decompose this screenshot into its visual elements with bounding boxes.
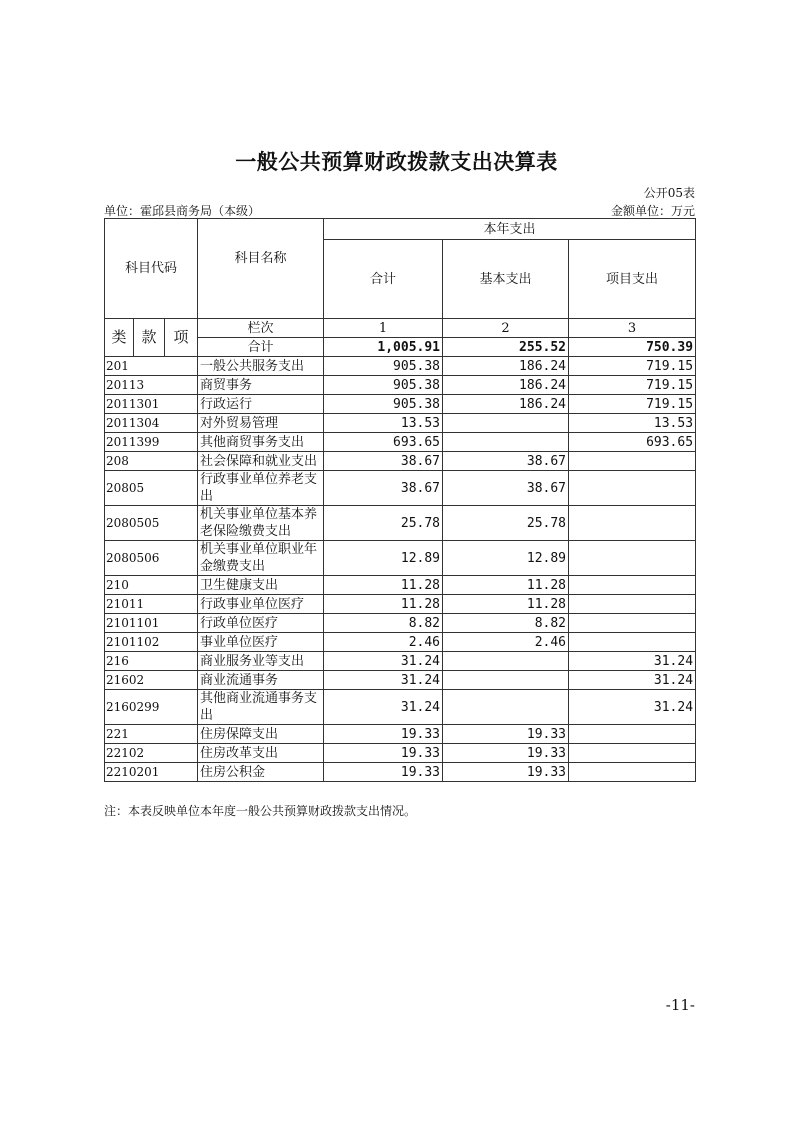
row-basic: 2.46 — [443, 633, 569, 652]
row-code: 201 — [105, 357, 198, 376]
table-row — [105, 725, 696, 744]
row-total: 11.28 — [324, 576, 443, 595]
row-code: 21011 — [105, 595, 198, 614]
row-total: 12.89 — [324, 541, 443, 576]
sum-project: 750.39 — [569, 338, 696, 357]
row-project: 31.24 — [569, 652, 696, 671]
row-project — [569, 744, 696, 763]
row-basic: 19.33 — [443, 725, 569, 744]
row-project: 719.15 — [569, 357, 696, 376]
row-code: 2011399 — [105, 433, 198, 452]
row-code: 2101102 — [105, 633, 198, 652]
row-code: 2101101 — [105, 614, 198, 633]
row-total: 31.24 — [324, 671, 443, 690]
table-row — [105, 633, 696, 652]
row-total: 11.28 — [324, 595, 443, 614]
header-current-year: 本年支出 — [324, 219, 696, 240]
row-basic: 25.78 — [443, 506, 569, 541]
col-index-1: 1 — [324, 319, 443, 338]
row-code: 2011301 — [105, 395, 198, 414]
row-project: 719.15 — [569, 395, 696, 414]
table-row — [105, 576, 696, 595]
header-code: 科目代码 — [105, 219, 198, 319]
row-code: 208 — [105, 452, 198, 471]
row-name: 机关事业单位职业年金缴费支出 — [198, 541, 324, 576]
row-basic: 38.67 — [443, 471, 569, 506]
table-row — [105, 414, 696, 433]
sum-label: 合计 — [198, 338, 324, 357]
row-total: 38.67 — [324, 471, 443, 506]
row-name: 商业服务业等支出 — [198, 652, 324, 671]
table-row — [105, 652, 696, 671]
row-name: 机关事业单位基本养老保险缴费支出 — [198, 506, 324, 541]
row-project — [569, 452, 696, 471]
row-name: 行政事业单位养老支出 — [198, 471, 324, 506]
header-lanci: 栏次 — [198, 319, 324, 338]
table-note: 注：本表反映单位本年度一般公共预算财政拨款支出情况。 — [104, 804, 417, 818]
row-basic: 11.28 — [443, 576, 569, 595]
row-code: 216 — [105, 652, 198, 671]
header-lei: 类 — [105, 319, 134, 357]
row-total: 19.33 — [324, 744, 443, 763]
table-row — [105, 671, 696, 690]
row-project: 31.24 — [569, 690, 696, 725]
page-number: -11- — [665, 996, 695, 1014]
table-row — [105, 595, 696, 614]
row-code: 2160299 — [105, 690, 198, 725]
row-name: 对外贸易管理 — [198, 414, 324, 433]
row-name: 其他商贸事务支出 — [198, 433, 324, 452]
row-project — [569, 633, 696, 652]
table-row — [105, 471, 696, 506]
header-kuan: 款 — [134, 319, 165, 357]
row-project — [569, 725, 696, 744]
sum-basic: 255.52 — [443, 338, 569, 357]
row-name: 卫生健康支出 — [198, 576, 324, 595]
row-project — [569, 506, 696, 541]
table-row — [105, 614, 696, 633]
row-basic: 11.28 — [443, 595, 569, 614]
row-project — [569, 614, 696, 633]
row-project: 13.53 — [569, 414, 696, 433]
row-total: 905.38 — [324, 376, 443, 395]
table-row — [105, 690, 696, 725]
table-row — [105, 433, 696, 452]
row-total: 38.67 — [324, 452, 443, 471]
row-project — [569, 763, 696, 782]
row-total: 19.33 — [324, 763, 443, 782]
table-row — [105, 744, 696, 763]
row-code: 2210201 — [105, 763, 198, 782]
table-row — [105, 541, 696, 576]
row-basic: 8.82 — [443, 614, 569, 633]
table-row — [105, 452, 696, 471]
row-total: 25.78 — [324, 506, 443, 541]
row-name: 行政事业单位医疗 — [198, 595, 324, 614]
row-basic: 19.33 — [443, 744, 569, 763]
row-name: 住房保障支出 — [198, 725, 324, 744]
row-total: 2.46 — [324, 633, 443, 652]
unit-label: 单位：霍邱县商务局（本级） — [104, 204, 261, 218]
page-title: 一般公共预算财政拨款支出决算表 — [235, 150, 558, 174]
row-total: 8.82 — [324, 614, 443, 633]
table-row — [105, 763, 696, 782]
header-project: 项目支出 — [569, 240, 696, 319]
row-project — [569, 595, 696, 614]
row-name: 商业流通事务 — [198, 671, 324, 690]
row-code: 21602 — [105, 671, 198, 690]
row-code: 210 — [105, 576, 198, 595]
row-name: 行政单位医疗 — [198, 614, 324, 633]
header-xiang: 项 — [165, 319, 198, 357]
row-total: 19.33 — [324, 725, 443, 744]
row-total: 905.38 — [324, 357, 443, 376]
row-code: 221 — [105, 725, 198, 744]
form-number: 公开05表 — [643, 186, 695, 200]
row-basic: 38.67 — [443, 452, 569, 471]
table-row — [105, 357, 696, 376]
header-basic: 基本支出 — [443, 240, 569, 319]
row-name: 住房公积金 — [198, 763, 324, 782]
row-name: 一般公共服务支出 — [198, 357, 324, 376]
row-basic — [443, 414, 569, 433]
table-row — [105, 395, 696, 414]
row-project: 719.15 — [569, 376, 696, 395]
row-name: 事业单位医疗 — [198, 633, 324, 652]
row-basic — [443, 433, 569, 452]
row-total: 13.53 — [324, 414, 443, 433]
row-code: 2011304 — [105, 414, 198, 433]
table-row — [105, 506, 696, 541]
row-name: 行政运行 — [198, 395, 324, 414]
row-basic: 186.24 — [443, 357, 569, 376]
row-code: 22102 — [105, 744, 198, 763]
header-name: 科目名称 — [198, 219, 324, 319]
row-name: 住房改革支出 — [198, 744, 324, 763]
row-code: 2080505 — [105, 506, 198, 541]
sum-total: 1,005.91 — [324, 338, 443, 357]
header-total: 合计 — [324, 240, 443, 319]
row-total: 31.24 — [324, 652, 443, 671]
row-code: 2080506 — [105, 541, 198, 576]
table-row — [105, 376, 696, 395]
row-project — [569, 576, 696, 595]
row-name: 社会保障和就业支出 — [198, 452, 324, 471]
row-basic: 186.24 — [443, 395, 569, 414]
row-project: 693.65 — [569, 433, 696, 452]
amount-unit-label: 金额单位：万元 — [610, 204, 695, 218]
row-name: 其他商业流通事务支出 — [198, 690, 324, 725]
row-project — [569, 471, 696, 506]
col-index-2: 2 — [443, 319, 569, 338]
expenditure-table — [104, 218, 696, 782]
row-code: 20113 — [105, 376, 198, 395]
row-total: 693.65 — [324, 433, 443, 452]
row-project: 31.24 — [569, 671, 696, 690]
row-basic — [443, 652, 569, 671]
row-code: 20805 — [105, 471, 198, 506]
row-basic: 12.89 — [443, 541, 569, 576]
row-project — [569, 541, 696, 576]
row-name: 商贸事务 — [198, 376, 324, 395]
row-total: 31.24 — [324, 690, 443, 725]
row-basic — [443, 690, 569, 725]
row-basic — [443, 671, 569, 690]
col-index-3: 3 — [569, 319, 696, 338]
row-basic: 186.24 — [443, 376, 569, 395]
row-basic: 19.33 — [443, 763, 569, 782]
row-total: 905.38 — [324, 395, 443, 414]
